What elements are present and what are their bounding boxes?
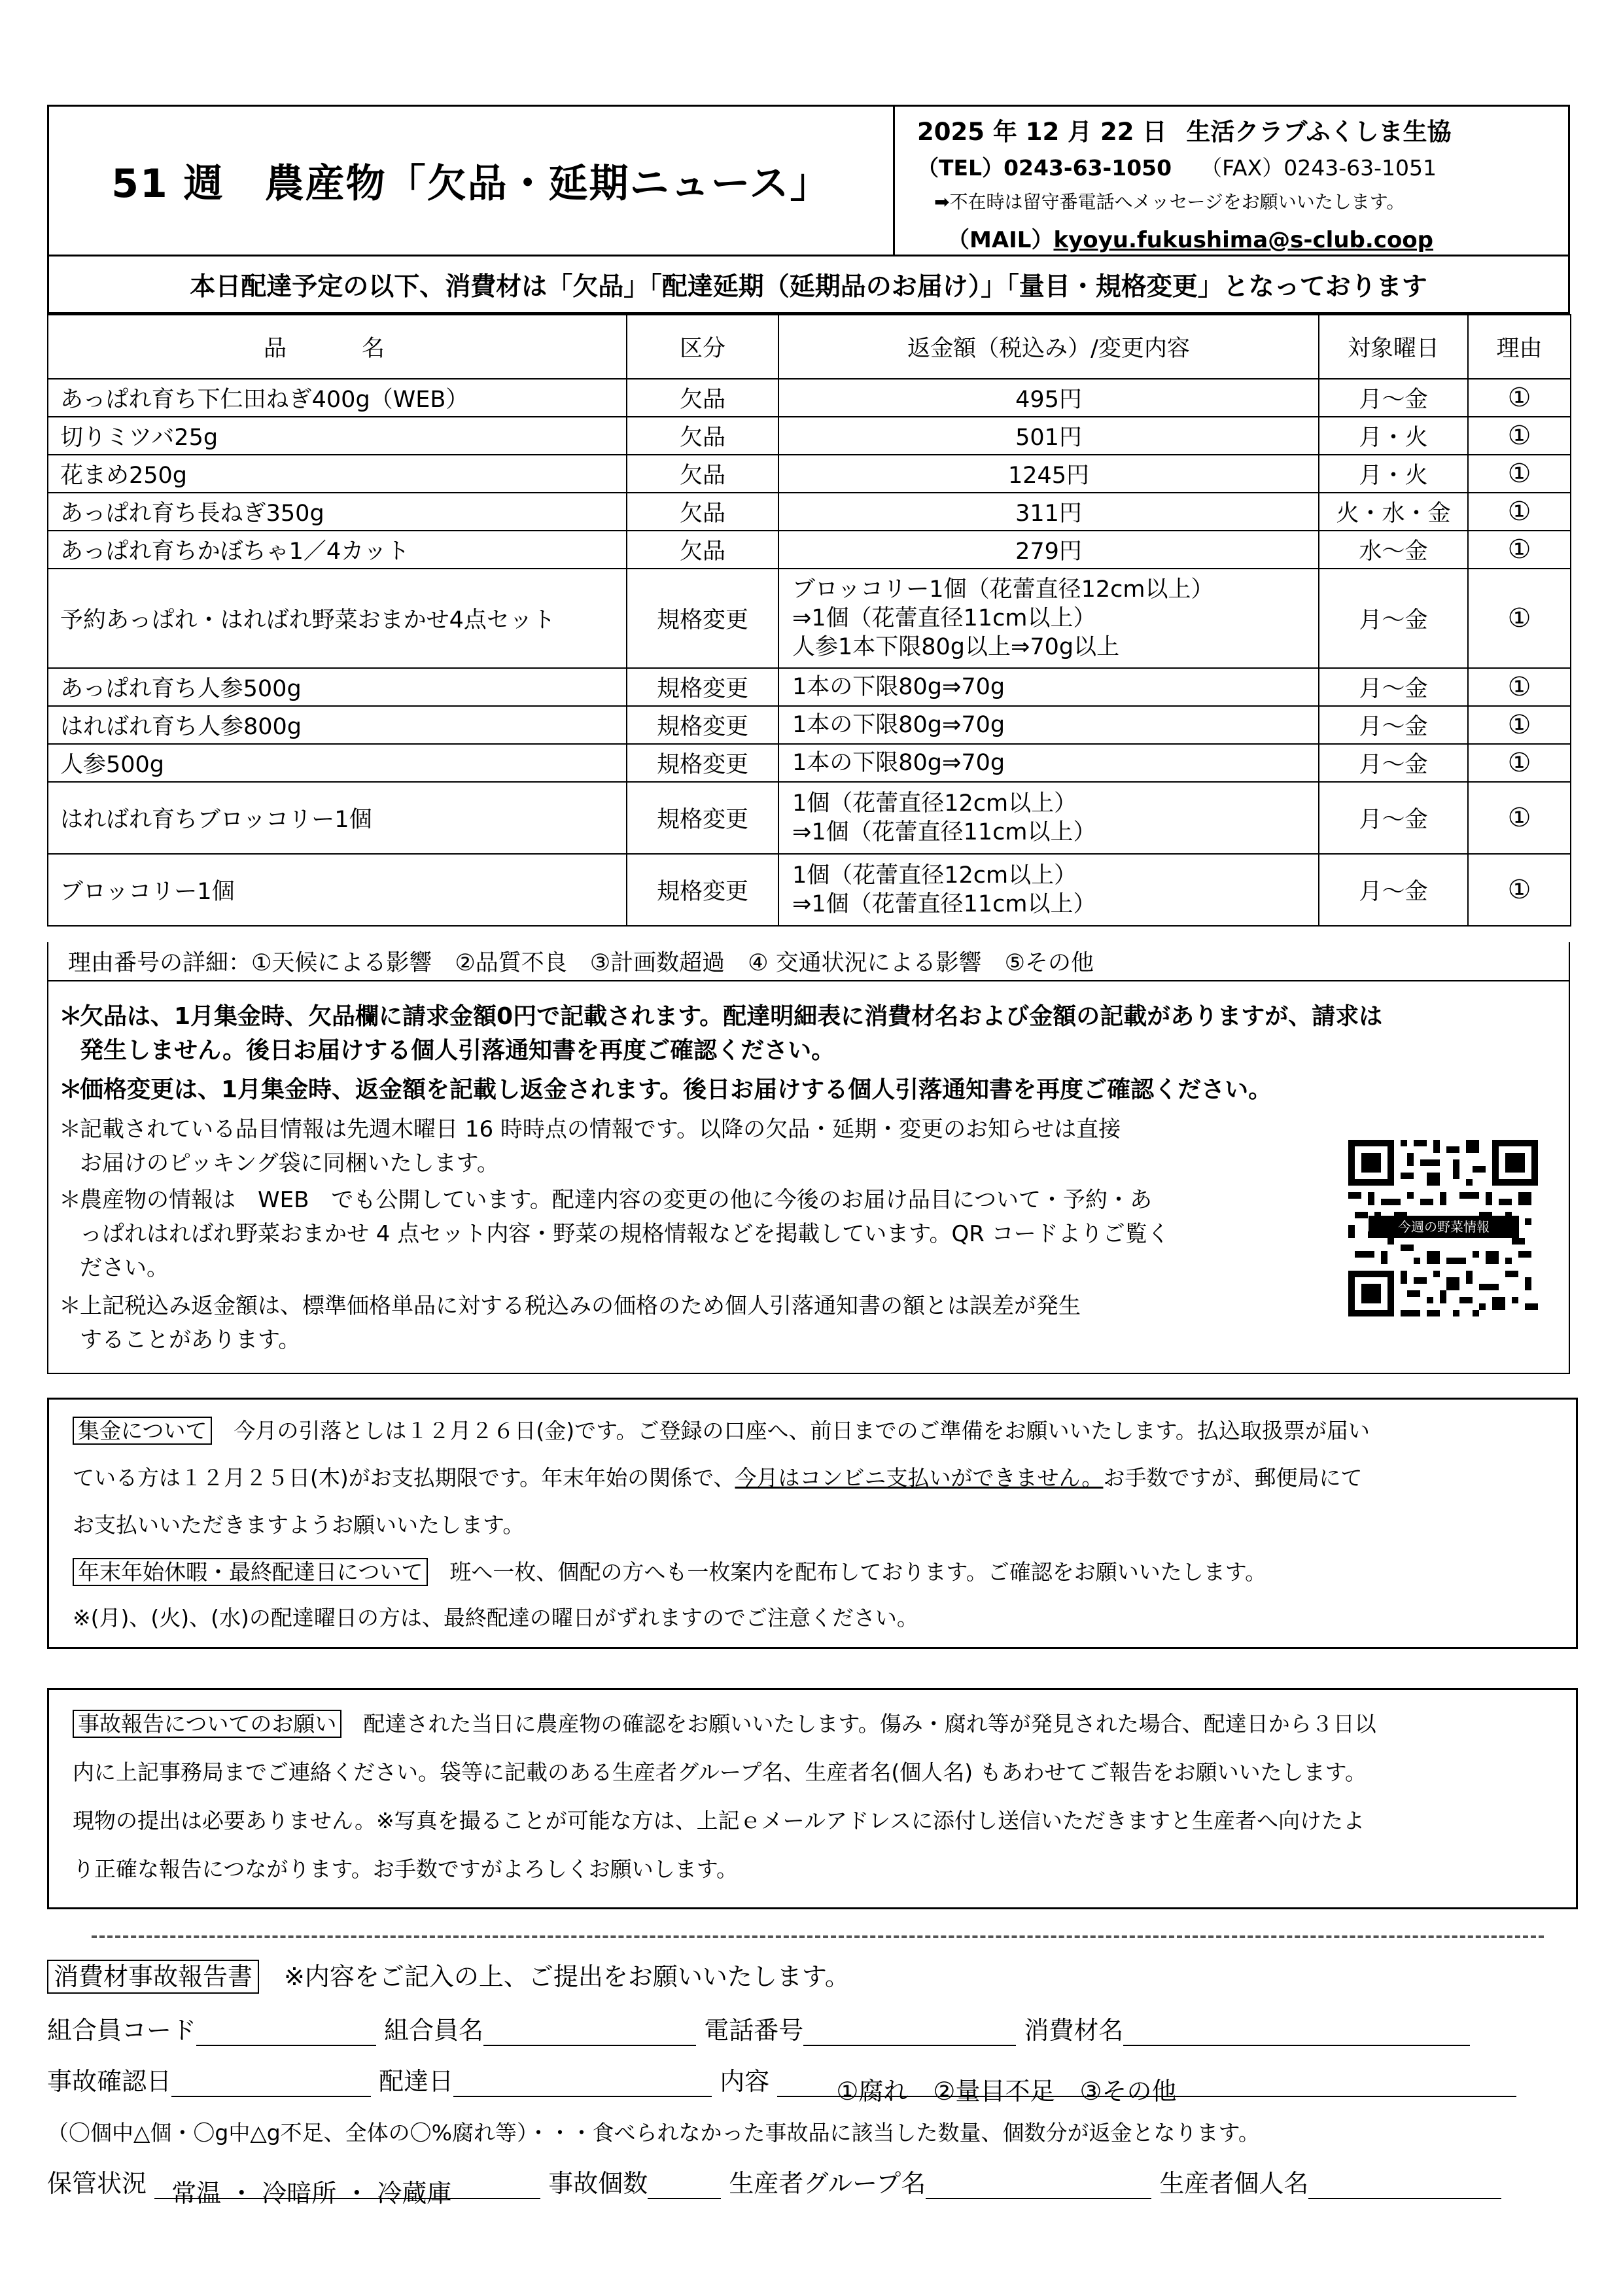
header [47,105,1570,256]
table-row [48,569,1571,668]
reason-code: ① [1468,744,1571,782]
refund-detail [778,417,1319,455]
target-days: 月・火 [1319,455,1468,493]
target-days: 月～金 [1319,668,1468,706]
table-row [48,854,1571,926]
table-row [48,379,1571,417]
product-name: あっぱれ育ち人参500g [48,668,627,706]
refund-detail [778,379,1319,417]
bullet-asterisk-icon: ＊ [59,1003,83,1030]
target-days: 月～金 [1319,706,1468,744]
detail-line: 1個（花蕾直径12cm以上） [792,790,1077,817]
reason-code: ① [1468,455,1571,493]
accident-count-field[interactable] [648,2172,721,2199]
date-line [917,112,1452,147]
table-row [48,417,1571,455]
mail-address[interactable]: kyoyu.fukushima@s-club.coop [1053,227,1433,253]
column-header-refund: 返金額（税込み）/変更内容 [778,315,1319,379]
detail-line: 1個（花蕾直径12cm以上） [792,862,1077,889]
detail-line: ⇒1個（花蕾直径11cm以上） [792,605,1096,631]
confirm-date-field[interactable] [171,2070,371,2097]
organization-name: 生活クラブふくしま生協 [1186,118,1452,146]
billing-text: お手数ですが、郵便局にて [1103,1465,1363,1491]
target-days: 水～金 [1319,531,1468,569]
note-item [59,1112,1121,1146]
category: 欠品 [627,531,778,569]
form-hint: （〇個中△個・〇g中△g不足、全体の〇%腐れ等）・・・食べられなかった事故品に該当した数量、個数分が返金となります。 [47,2120,1260,2146]
reason-code: ① [1468,493,1571,531]
bullet-asterisk-icon: ＊ [59,1076,83,1103]
detail-line: ⇒1個（花蕾直径11cm以上） [792,819,1096,845]
form-title-note: ※内容をご記入の上、ご提出をお願いいたします。 [259,1962,850,1991]
note-item [59,1000,1383,1034]
fax-number: （FAX）0243-63-1051 [1200,155,1437,181]
note-item [59,1183,1153,1217]
accident-text: 配達された当日に農産物の確認をお願いいたします。傷み・腐れ等が発見された場合、配達日から３日以 [341,1711,1376,1737]
target-days: 火・水・金 [1319,493,1468,531]
refund-detail [778,569,1319,668]
product-name: あっぱれ育ちかぼちゃ1／4カット [48,531,627,569]
column-header-name: 品 名 [48,315,627,379]
product-name: あっぱれ育ち下仁田ねぎ400g（WEB） [48,379,627,417]
reason-code: ① [1468,531,1571,569]
category: 規格変更 [627,668,778,706]
target-days: 月～金 [1319,744,1468,782]
reason-code: ① [1468,782,1571,854]
content-options: ①腐れ ②量目不足 ③その他 [836,2077,1177,2106]
billing-line-3: お支払いいただきますようお願いいたします。 [73,1512,525,1538]
category: 欠品 [627,493,778,531]
note-text: 価格変更は、1月集金時、返金額を記載し返金されます。後日お届けする個人引落通知書を再度ご確認ください。 [80,1076,1272,1103]
notice-bar: 本日配達予定の以下、消費材は「欠品」「配達延期（延期品のお届け）」「量目・規格変更」となっております [47,256,1570,314]
product-name: 切りミツバ25g [48,417,627,455]
form-title-row [47,1956,850,1992]
note-text: 農産物の情報は WEB でも公開しています。配達内容の変更の他に今後のお届け品目について・予約・あ [80,1187,1153,1213]
note-text: 記載されている品目情報は先週木曜日 16 時時点の情報です。以降の欠品・延期・変更のお知らせは直接 [80,1116,1121,1142]
storage-label: 保管状況 [47,2169,147,2198]
holiday-line [73,1555,1266,1586]
member-name-label: 組合員名 [384,2016,484,2045]
form-row-storage [47,2163,1501,2208]
detail-line: 1本の下限80g⇒70g [792,712,1005,738]
note-item [59,1073,1272,1107]
voicemail-message: ➡不在時は留守番電話へメッセージをお願いいたします。 [934,191,1405,213]
category: 規格変更 [627,569,778,668]
phone-number: （TEL）0243-63-1050 [917,155,1172,181]
storage-options: 常温 ・ 冷暗所 ・ 冷蔵庫 [171,2179,452,2208]
holiday-text: 班へ一枚、個配の方へも一枚案内を配布しております。ご確認をお願いいたします。 [428,1559,1267,1585]
refund-detail [778,744,1319,782]
items-table [47,314,1571,927]
billing-text: ている方は１２月２５日(木)がお支払期限です。年末年始の関係で、 [73,1465,735,1491]
accident-line-4: り正確な報告につながります。お手数ですがよろしくお願いします。 [73,1856,739,1882]
category: 欠品 [627,379,778,417]
billing-line-2 [73,1461,1362,1492]
member-name-field[interactable] [483,2019,696,2046]
product-label: 消費材名 [1024,2016,1124,2045]
note-item: お届けのピッキング袋に同梱いたします。 [80,1150,499,1176]
form-row-member [47,2010,1470,2046]
refund-detail [778,668,1319,706]
reason-details: 理由番号の詳細：①天候による影響 ②品質不良 ③計画数超過 ④ 交通状況による影響 ⑤その他 [47,942,1570,981]
product-name: はればれ育ちブロッコリー1個 [48,782,627,854]
content-field[interactable] [777,2071,1516,2106]
page-title: 51 週 農産物「欠品・延期ニュース」 [49,107,895,255]
member-code-label: 組合員コード [47,2016,197,2045]
billing-line-1 [73,1414,1370,1445]
reason-code: ① [1468,706,1571,744]
qr-label: 今週の野菜情報 [1369,1216,1519,1238]
bullet-asterisk-icon: ＊ [59,1293,81,1319]
product-name: ブロッコリー1個 [48,854,627,926]
member-code-field[interactable] [196,2019,376,2046]
table-row [48,744,1571,782]
phone-fax-line [917,151,1437,182]
note-text: 欠品は、1月集金時、欠品欄に請求金額0円で記載されます。配達明細表に消費材名および金額の記載がありますが、請求は [80,1003,1383,1030]
table-row [48,493,1571,531]
producer-name-label: 生産者個人名 [1159,2169,1309,2198]
convenience-store-warning: 今月はコンビニ支払いができません。 [735,1465,1104,1491]
note-item: ださい。 [80,1255,169,1281]
column-header-category: 区分 [627,315,778,379]
target-days: 月～金 [1319,379,1468,417]
reason-code: ① [1468,668,1571,706]
billing-label: 集金について [73,1417,212,1445]
detail-line: ブロッコリー1個（花蕾直径12cm以上） [792,576,1214,603]
category: 欠品 [627,455,778,493]
category: 規格変更 [627,782,778,854]
detail-line: 279円 [1015,539,1082,565]
note-text: 上記税込み返金額は、標準価格単品に対する税込みの価格のため個人引落通知書の額とは誤差が発生 [80,1293,1081,1319]
bullet-asterisk-icon: ＊ [59,1116,81,1142]
detail-line: 1本の下限80g⇒70g [792,750,1005,776]
confirm-date-label: 事故確認日 [47,2067,172,2096]
refund-detail [778,854,1319,926]
category: 規格変更 [627,854,778,926]
contact-block [895,107,1568,255]
bullet-asterisk-icon: ＊ [59,1187,81,1213]
detail-line: 1本の下限80g⇒70g [792,674,1005,700]
detail-line: 501円 [1015,425,1082,451]
delivery-date-field[interactable] [453,2070,712,2097]
refund-detail [778,531,1319,569]
refund-detail [778,493,1319,531]
reason-code: ① [1468,569,1571,668]
mail-line [947,222,1433,254]
accident-line-3: 現物の提出は必要ありません。※写真を撮ることが可能な方は、上記ｅメールアドレスに添付し送信いただきますと生産者へ向けたよ [73,1808,1365,1833]
note-item [59,1289,1081,1323]
producer-group-field[interactable] [926,2172,1151,2199]
detail-line: 311円 [1015,501,1082,527]
accident-count-label: 事故個数 [548,2169,648,2198]
billing-text: 今月の引落としは１２月２６日(金)です。ご登録の口座へ、前日までのご準備をお願いいたします。払込取扱票が届い [212,1418,1370,1443]
target-days: 月～金 [1319,854,1468,926]
phone-field[interactable] [803,2019,1016,2046]
content-label: 内容 [720,2067,770,2096]
billing-line-5: ※(月)、(火)、(水)の配達曜日の方は、最終配達の曜日がずれますのでご注意ください。 [73,1605,918,1631]
reason-code: ① [1468,379,1571,417]
product-name: あっぱれ育ち長ねぎ350g [48,493,627,531]
table-row [48,668,1571,706]
refund-detail [778,706,1319,744]
storage-field[interactable] [154,2173,540,2208]
product-name: 花まめ250g [48,455,627,493]
accident-line-1 [73,1707,1376,1738]
reason-code: ① [1468,417,1571,455]
category: 規格変更 [627,706,778,744]
column-header-days: 対象曜日 [1319,315,1468,379]
product-name: 人参500g [48,744,627,782]
target-days: 月～金 [1319,782,1468,854]
table-row [48,531,1571,569]
target-days: 月・火 [1319,417,1468,455]
detail-line: 人参1本下限80g以上⇒70g以上 [792,634,1120,660]
note-item: することがあります。 [80,1327,301,1353]
billing-box [47,1398,1578,1649]
column-header-reason: 理由 [1468,315,1571,379]
accident-line-2: 内に上記事務局までご連絡ください。袋等に記載のある生産者グループ名、生産者名(個人名) もあわせてご報告をお願いいたします。 [73,1759,1367,1785]
product-name: はればれ育ち人参800g [48,706,627,744]
detail-line: 495円 [1015,387,1082,413]
category: 規格変更 [627,744,778,782]
accident-label: 事故報告についてのお願い [73,1710,341,1738]
table-row [48,455,1571,493]
detail-line: 1245円 [1007,463,1090,489]
refund-detail [778,782,1319,854]
note-item: っぱれはればれ野菜おまかせ 4 点セット内容・野菜の規格情報などを掲載しています。QR コードよりご覧く [80,1221,1170,1247]
detail-line: ⇒1個（花蕾直径11cm以上） [792,891,1096,917]
table-header-row [48,315,1571,379]
target-days: 月～金 [1319,569,1468,668]
cut-line [92,1935,1544,1938]
accident-report-box [47,1688,1578,1909]
form-title: 消費材事故報告書 [47,1960,259,1994]
issue-date: 2025 年 12 月 22 日 [917,118,1167,146]
product-name: 予約あっぱれ・はればれ野菜おまかせ4点セット [48,569,627,668]
phone-label: 電話番号 [704,2016,804,2045]
mail-label: （MAIL） [947,227,1054,253]
table-row [48,782,1571,854]
delivery-date-label: 配達日 [379,2067,454,2096]
reason-code: ① [1468,854,1571,926]
refund-detail [778,455,1319,493]
product-field[interactable] [1123,2019,1470,2046]
producer-name-field[interactable] [1308,2172,1501,2199]
producer-group-label: 生産者グループ名 [729,2169,926,2198]
form-row-dates [47,2061,1516,2106]
holiday-label: 年末年始休暇・最終配達日について [73,1558,428,1586]
note-item: 発生しません。後日お届けする個人引落通知書を再度ご確認ください。 [80,1037,835,1064]
table-row [48,706,1571,744]
category: 欠品 [627,417,778,455]
